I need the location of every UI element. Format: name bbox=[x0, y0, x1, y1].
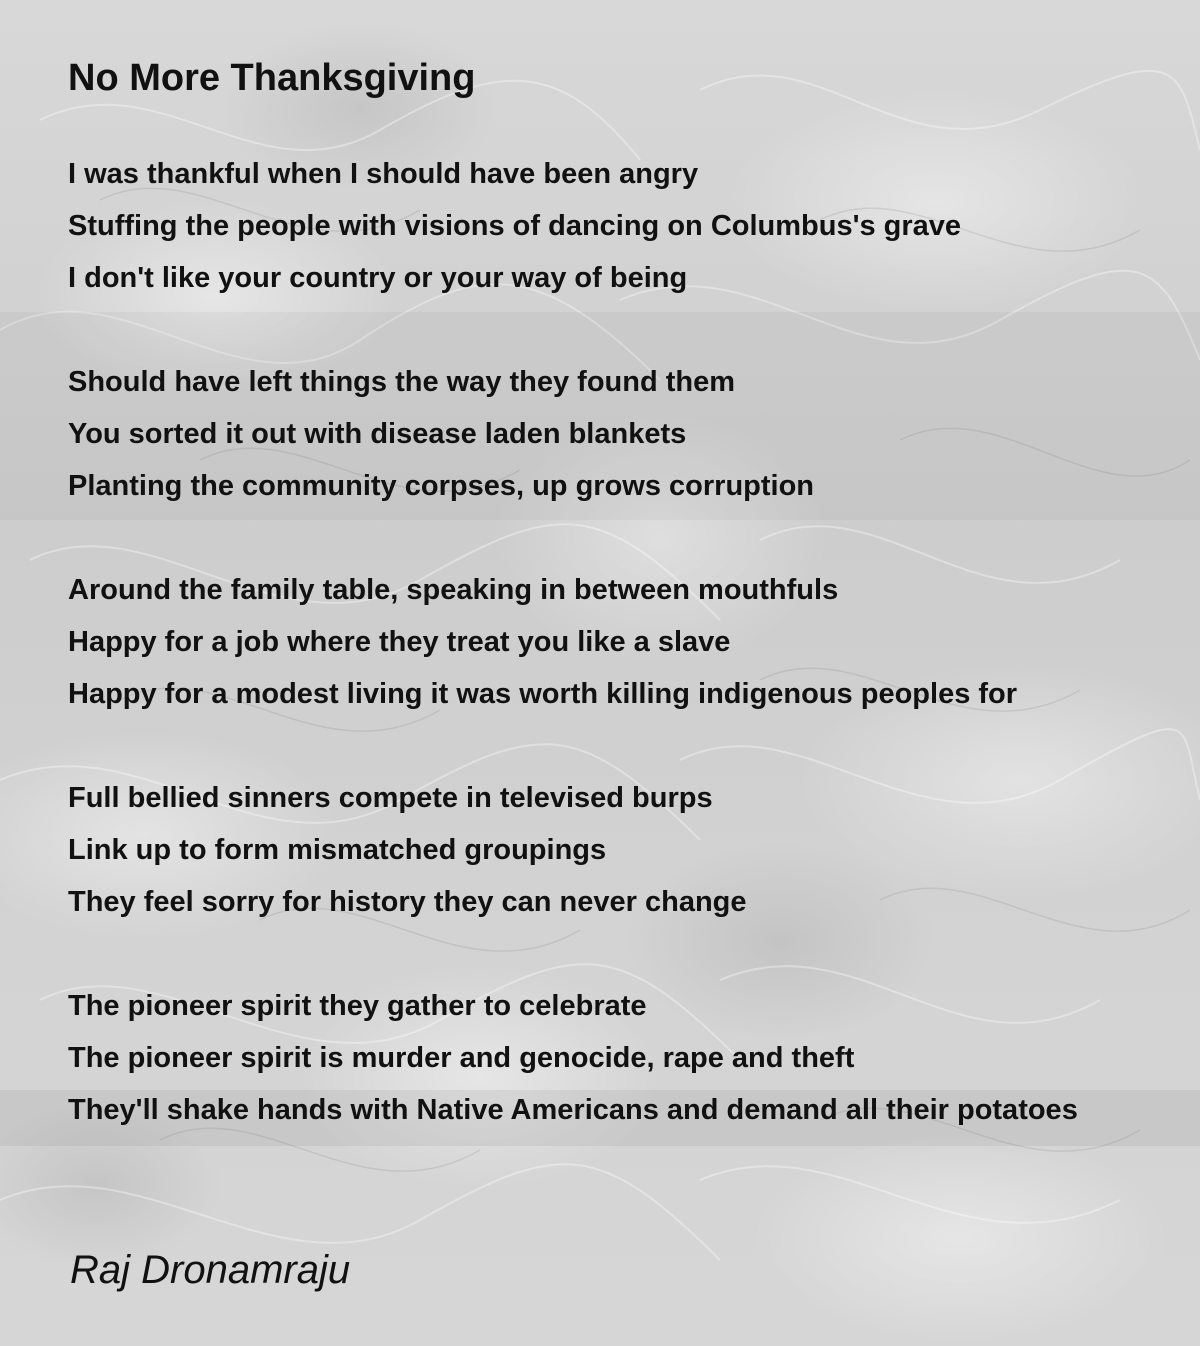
poem-line: Link up to form mismatched groupings bbox=[68, 834, 607, 866]
stanza-2 bbox=[68, 356, 1200, 512]
poem-title: No More Thanksgiving bbox=[68, 57, 476, 99]
poem-line: You sorted it out with disease laden blankets bbox=[68, 418, 687, 450]
poem-line: Happy for a modest living it was worth killing indigenous peoples for bbox=[68, 678, 1018, 710]
poem-line: Around the family table, speaking in between mouthfuls bbox=[68, 574, 839, 606]
stanza-5 bbox=[68, 980, 1200, 1136]
poem-line: Stuffing the people with visions of dancing on Columbus's grave bbox=[68, 210, 962, 242]
poem-line: Should have left things the way they found them bbox=[68, 366, 736, 398]
poem-line: The pioneer spirit is murder and genocide, rape and theft bbox=[68, 1042, 855, 1074]
poem-line: Full bellied sinners compete in televised burps bbox=[68, 782, 713, 814]
poem-line: I was thankful when I should have been angry bbox=[68, 158, 699, 190]
poem-author: Raj Dronamraju bbox=[70, 1248, 351, 1292]
poem-body bbox=[68, 148, 1200, 1188]
poem-line: They feel sorry for history they can never change bbox=[68, 886, 747, 918]
poem-line: Happy for a job where they treat you like a slave bbox=[68, 626, 731, 658]
stanza-3 bbox=[68, 564, 1200, 720]
poem-line: Planting the community corpses, up grows corruption bbox=[68, 470, 815, 502]
poem-line: The pioneer spirit they gather to celebrate bbox=[68, 990, 647, 1022]
stanza-1 bbox=[68, 148, 1200, 304]
stanza-4 bbox=[68, 772, 1200, 928]
poem-line: I don't like your country or your way of being bbox=[68, 262, 688, 294]
poem-line: They'll shake hands with Native Americans and demand all their potatoes bbox=[68, 1094, 1078, 1126]
